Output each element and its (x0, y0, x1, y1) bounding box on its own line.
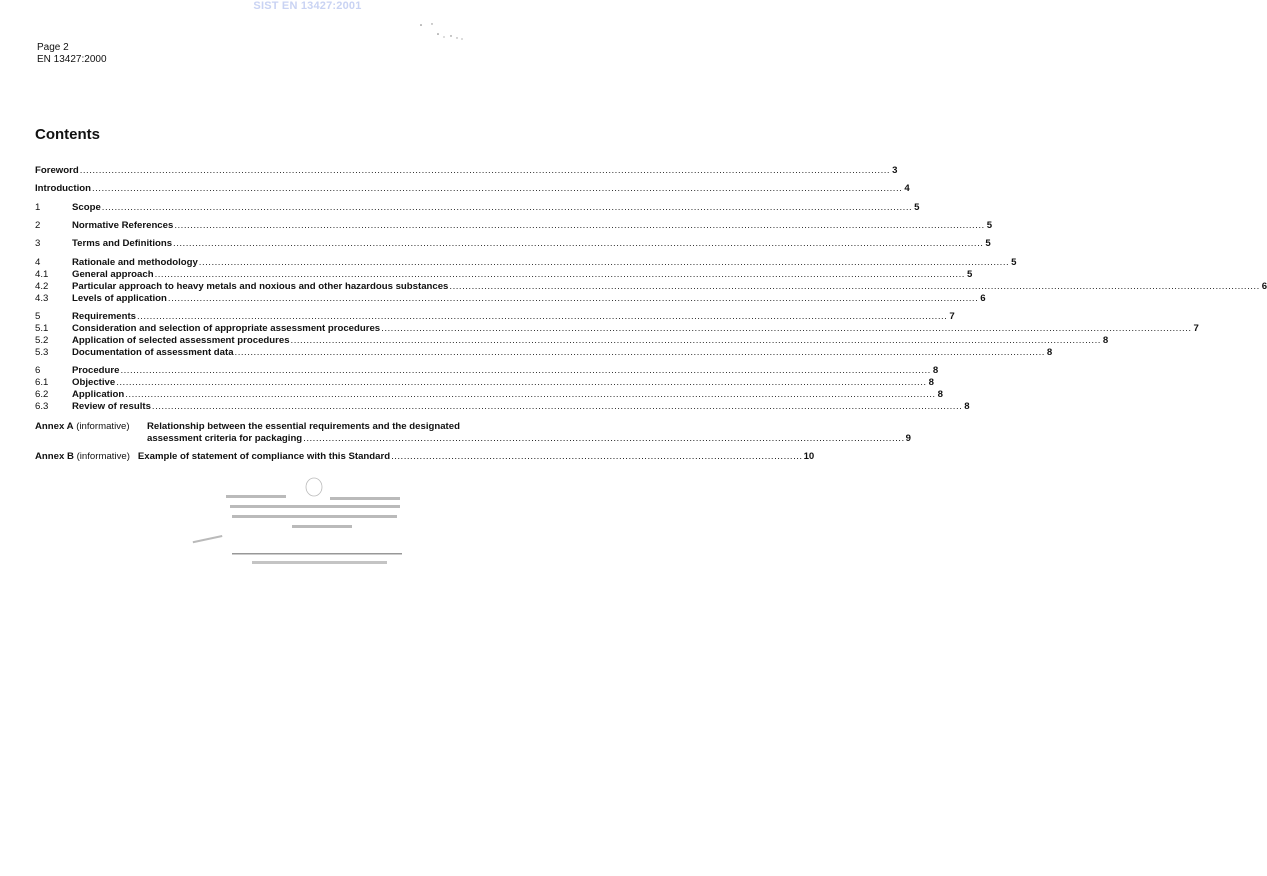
toc-section-number: 4.3 (35, 293, 49, 304)
toc-entry-procedure[interactable] (35, 365, 939, 377)
toc-section-number: 6 (35, 365, 41, 376)
toc-entry-normative-references[interactable] (35, 220, 993, 232)
toc-entry-text: Review of results (72, 401, 151, 412)
toc-leader (155, 269, 965, 281)
toc-entry-application[interactable] (35, 389, 943, 401)
toc-section-number: 6.2 (35, 389, 49, 400)
toc-entry-terms-and-definitions[interactable] (35, 238, 991, 250)
annex-label: Annex B (35, 451, 74, 462)
toc-section-number: 3 (35, 238, 41, 249)
toc-leader (102, 202, 912, 214)
toc-page-number: 5 (986, 220, 993, 231)
toc-entry-requirements[interactable] (35, 311, 955, 323)
toc-leader (199, 257, 1009, 269)
toc-entry-text: Levels of application (72, 293, 167, 304)
toc-section-number: 5 (35, 311, 41, 322)
page-header (37, 42, 107, 66)
toc-section-number: 4.2 (35, 281, 49, 292)
toc-entry-annex-a[interactable] (35, 421, 911, 445)
toc-entry-general-approach[interactable] (35, 269, 973, 281)
toc-page-number: 7 (1193, 323, 1199, 334)
toc-section-number: 6.1 (35, 377, 49, 388)
watermark: SIST EN 13427:2001 (253, 0, 362, 12)
toc-entry-objective[interactable] (35, 377, 934, 389)
toc-entry-text: Normative References (72, 220, 174, 231)
toc-entry-documentation[interactable] (35, 347, 1053, 359)
toc-section-number: 4 (35, 257, 41, 268)
toc-section-number: 2 (35, 220, 41, 231)
toc-page-number: 8 (932, 365, 939, 376)
toc-page-number: 6 (980, 293, 986, 304)
document-id: EN 13427:2000 (37, 54, 107, 65)
scan-artifact (418, 20, 468, 42)
toc-section-number: 5.3 (35, 347, 49, 358)
toc-page-number: 5 (966, 269, 973, 280)
toc-leader (291, 335, 1101, 347)
toc-page-number: 5 (914, 202, 920, 213)
toc-page-number: 5 (1011, 257, 1017, 268)
toc-entry-text: Introduction (35, 183, 91, 194)
toc-entry-text: Consideration and selection of appropriate assessment procedures (72, 323, 381, 334)
toc-leader (152, 401, 962, 413)
toc-entry-levels-of-application[interactable] (35, 293, 986, 305)
toc-entry-rationale[interactable] (35, 257, 1017, 269)
toc-page-number: 8 (1046, 347, 1053, 358)
toc-entry-text: Foreword (35, 165, 79, 176)
annex-label: Annex A (35, 421, 74, 432)
toc-entry-text: Example of statement of compliance with this Standard (137, 451, 391, 462)
table-of-contents (35, 165, 1267, 463)
toc-leader (92, 183, 902, 195)
toc-leader: .................................................................................................................................. (391, 451, 803, 462)
toc-page-number: 4 (904, 183, 910, 194)
toc-entry-text: Application (72, 389, 125, 400)
toc-page-number: 8 (937, 389, 943, 400)
toc-entry-foreword[interactable] (35, 165, 898, 177)
toc-page-number: 10 (803, 451, 815, 462)
annex-type: (informative) (76, 421, 130, 432)
toc-entry-text: Requirements (72, 311, 136, 322)
toc-entry-introduction[interactable] (35, 183, 910, 195)
toc-entry-text: Application of selected assessment procedures (72, 335, 290, 346)
toc-leader (381, 323, 1191, 335)
toc-leader (174, 220, 984, 232)
toc-section-number: 5.2 (35, 335, 49, 346)
toc-section-number: 5.1 (35, 323, 49, 334)
toc-entry-text-continued: assessment criteria for packaging (147, 433, 303, 444)
toc-leader (116, 377, 926, 389)
toc-entry-text: Documentation of assessment data (72, 347, 234, 358)
toc-entry-heavy-metals[interactable] (35, 281, 1267, 293)
toc-leader (80, 165, 890, 177)
toc-entry-annex-b[interactable] (35, 451, 815, 463)
toc-page-number: 9 (905, 433, 911, 444)
toc-entry-text: Rationale and methodology (72, 257, 198, 268)
toc-entry-review-of-results[interactable] (35, 401, 970, 413)
toc-leader (449, 281, 1259, 293)
toc-leader (125, 389, 935, 401)
toc-section-number: 6.3 (35, 401, 49, 412)
toc-page-number: 7 (949, 311, 955, 322)
toc-page-number: 8 (1102, 335, 1109, 346)
toc-entry-text: Scope (72, 202, 101, 213)
toc-page-number: 8 (964, 401, 970, 412)
toc-entry-text: Relationship between the essential requirements and the designated (147, 421, 460, 432)
toc-entry-scope[interactable] (35, 202, 920, 214)
toc-leader (173, 238, 983, 250)
toc-page-number: 3 (892, 165, 898, 176)
toc-entry-consideration[interactable] (35, 323, 1199, 335)
faded-stamp (222, 475, 412, 575)
toc-entry-text: Procedure (72, 365, 120, 376)
toc-entry-application-of-procedures[interactable] (35, 335, 1109, 347)
toc-entry-text: Objective (72, 377, 116, 388)
toc-leader (120, 365, 930, 377)
toc-leader (168, 293, 978, 305)
toc-leader (137, 311, 947, 323)
page-number: Page 2 (37, 42, 69, 53)
toc-leader: .............................................................................................................................................................................................. (303, 433, 905, 444)
toc-page-number: 5 (985, 238, 991, 249)
toc-leader (235, 347, 1045, 359)
toc-entry-text: General approach (72, 269, 154, 280)
toc-entry-text: Particular approach to heavy metals and noxious and other hazardous substances (72, 281, 449, 292)
toc-entry-text: Terms and Definitions (72, 238, 173, 249)
contents-title: Contents (35, 126, 100, 143)
annex-type: (informative) (76, 451, 130, 462)
toc-section-number: 1 (35, 202, 41, 213)
toc-page-number: 8 (928, 377, 934, 388)
toc-section-number: 4.1 (35, 269, 49, 280)
toc-page-number: 6 (1261, 281, 1267, 292)
